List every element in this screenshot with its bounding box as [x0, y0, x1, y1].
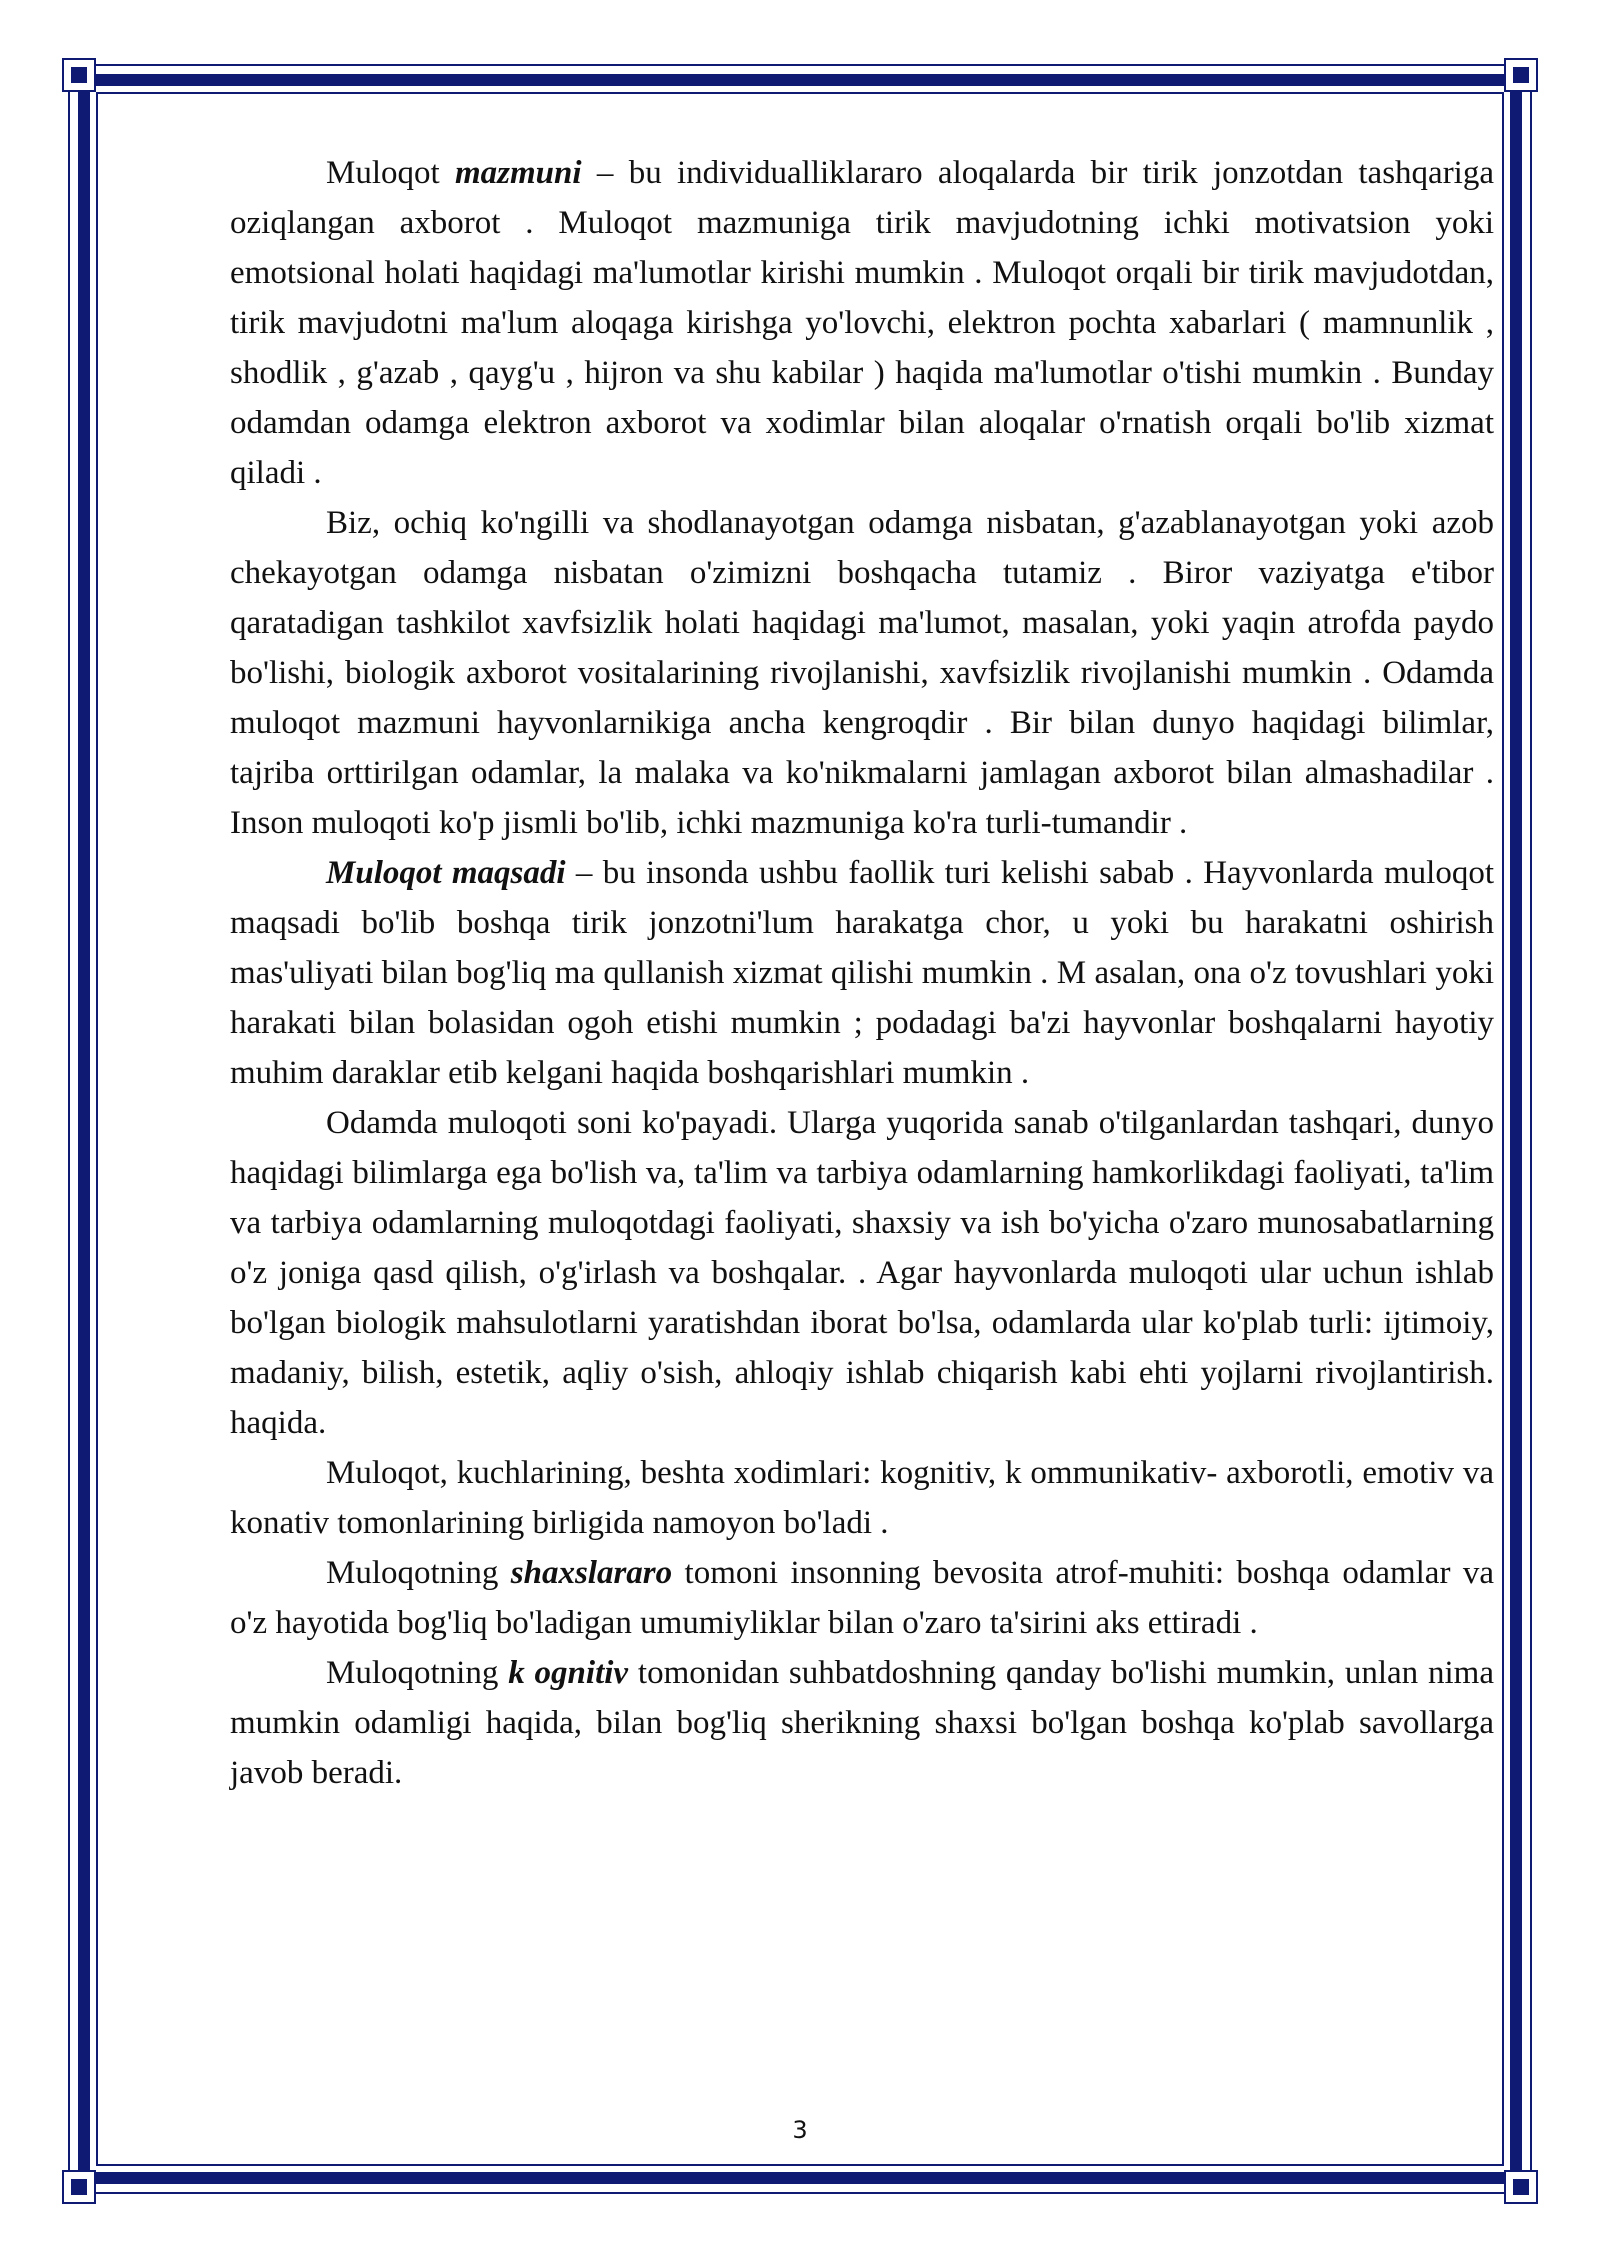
paragraph-attitude: Biz, ochiq ko'ngilli va shodlanayotgan odamga nisbatan, g'azablanayotgan yoki azob chekayotgan odamga nisbatan o'zimizni boshqacha tutamiz . Biror vaziyatga e'tibor qaratadigan tashkilot xavfsizlik holati haqidagi ma'lumot, masalan, yoki yaqin atrofda paydo bo'lishi, biologik axborot vositalarining rivojlanishi, xavfsizlik rivojlanishi mumkin . Odamda muloqot mazmuni hayvonlarnikiga ancha kengroqdir . Bir bilan dunyo haqidagi bilimlar, tajriba orttirilgan odamlar, la malaka va ko'nikmalarni jamlagan axborot bilan almashadilar . Inson muloqoti ko'p jismli bo'lib, ichki mazmuniga ko'ra turli-tumandir . — [230, 505, 1494, 841]
key-term: shaxslararo — [510, 1555, 673, 1591]
paragraph-text: – bu individualliklararo aloqalarda bir tirik jonzotdan tashqariga oziqlangan axborot . Muloqot mazmuniga tirik mavjudotning ichki motivatsion yoki emotsional holati haqidagi ma'lumotlar kirishi mumkin . Muloqot orqali bir tirik mavjudotdan, tirik mavjudotni ma'lum aloqaga kirishga yo'lovchi, elektron pochta xabarlari ( mamnunlik , shodlik , g'azab , qayg'u , hijron va shu kabilar ) haqida ma'lumotlar o'tishi mumkin . Bunday odamdan odamga elektron axborot va xodimlar bilan aloqalar o'rnatish orqali bo'lib xizmat qiladi . — [230, 155, 1494, 491]
paragraph-interpersonal — [230, 1548, 1494, 1648]
page-number: 3 — [792, 2116, 808, 2144]
corner-ornament-top-left — [62, 58, 96, 92]
key-term: mazmuni — [455, 155, 582, 191]
key-term: k ognitiv — [508, 1655, 629, 1691]
corner-ornament-bottom-right — [1504, 2170, 1538, 2204]
corner-ornament-top-right — [1504, 58, 1538, 92]
paragraph-human-communication: Odamda muloqoti soni ko'payadi. Ularga yuqorida sanab o'tilganlardan tashqari, dunyo haqidagi bilimlarga ega bo'lish va, ta'lim va tarbiya odamlarning hamkorlikdagi faoliyati, ta'lim va tarbiya odamlarning muloqotdagi faoliyati, shaxsiy va ish bo'yicha o'zaro munosabatlarning o'z joniga qasd qilish, o'g'irlash va boshqalar. . Agar hayvonlarda muloqoti ular uchun ishlab bo'lgan biologik mahsulotlarni yaratishdan iborat bo'lsa, odamlarda ular ko'plab turli: ijtimoiy, madaniy, bilish, estetik, aqliy o'sish, ahloqiy ishlab chiqarish kabi ehti yojlarni rivojlantirish. haqida. — [230, 1105, 1494, 1441]
paragraph-text: tomonidan suhbatdoshning qanday bo'lishi mumkin, unlan nima mumkin odamligi haqida, bilan bog'liq sherikning shaxsi bo'lgan boshqa ko'plab savollarga javob beradi. — [230, 1655, 1494, 1791]
paragraph-text: Muloqot — [326, 155, 455, 191]
key-term: Muloqot maqsadi — [326, 855, 566, 891]
document-body — [230, 148, 1494, 1798]
paragraph-components: Muloqot, kuchlarining, beshta xodimlari: kognitiv, k ommunikativ- axborotli, emotiv va konativ tomonlarining birligida namoyon bo'ladi . — [230, 1455, 1494, 1541]
paragraph-text: – bu insonda ushbu faollik turi kelishi sabab . Hayvonlarda muloqot maqsadi bo'lib boshqa tirik jonzotni'lum harakatga chor, u yoki bu harakatni oshirish mas'uliyati bilan bog'liq ma qullanish xizmat qilishi mumkin . M asalan, ona o'z tovushlari yoki harakati bilan bolasidan ogoh etishi mumkin ; podadagi ba'zi hayvonlar boshqalarni hayotiy muhim daraklar etib kelgani haqida boshqarishlari mumkin . — [230, 855, 1494, 1091]
corner-ornament-bottom-left — [62, 2170, 96, 2204]
paragraph-cognitive — [230, 1648, 1494, 1798]
paragraph-text: tomoni insonning bevosita atrof-muhiti: boshqa odamlar va o'z hayotida bog'liq bo'ladigan umumiyliklar bilan o'zaro ta'sirini aks ettiradi . — [230, 1555, 1494, 1641]
paragraph-content — [230, 148, 1494, 498]
paragraph-purpose — [230, 848, 1494, 1098]
paragraph-text: Muloqotning — [326, 1555, 511, 1591]
paragraph-text: Muloqotning — [326, 1655, 509, 1691]
